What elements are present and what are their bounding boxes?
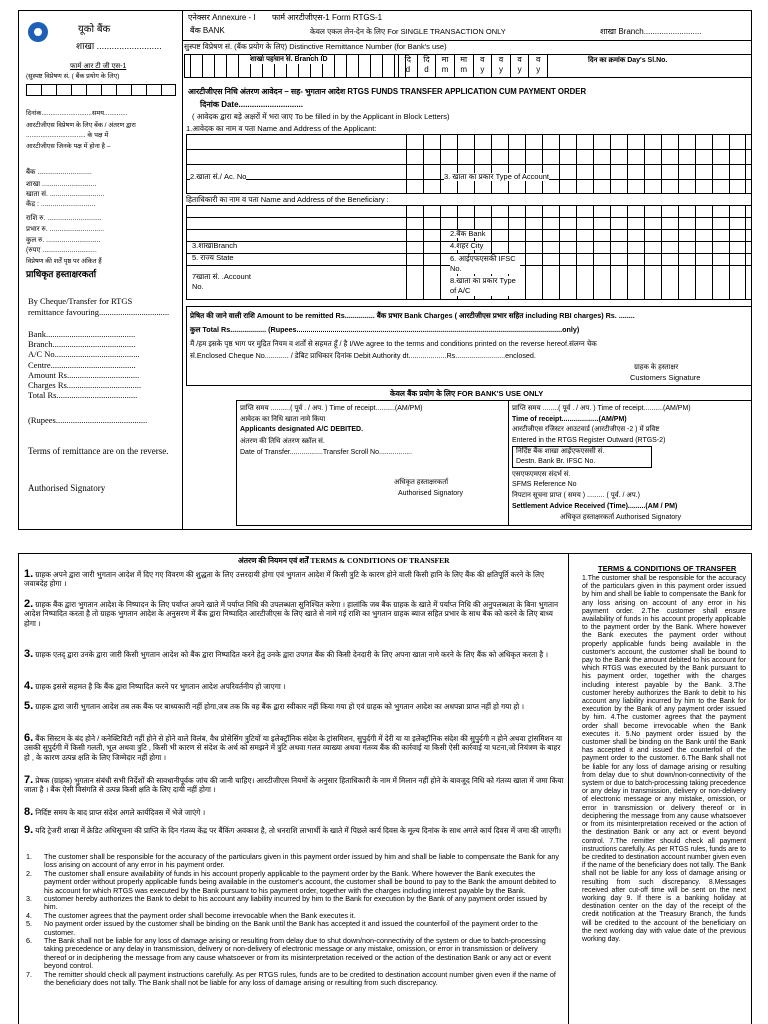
- fill-note: ( आवेदक द्वारा बड़े अक्षरों में भरा जाए To be filled in by the Applicant in Block Letters): [192, 112, 450, 121]
- single-txn: केवल एकल लेन-देन के लिए For SINGLE TRANSACTION ONLY: [310, 27, 506, 36]
- ben-city: 4.शहर City: [450, 241, 484, 250]
- stub-en-field: Total Rs......................................: [28, 390, 138, 400]
- stub-field: (रुपए ............................: [26, 247, 97, 254]
- bank-use-left: प्राप्ति समय ..........( पूर्व . / अप. ) Time of receipt..........(AM/PM): [240, 405, 423, 412]
- term-en-7: 7. The remitter should check all payment instructions carefully. As per RTGS rules, funds are to be credited to destination account number given even if the name of the beneficiary does not tally. The Bank shall not be liable for any loss of damage arising or resulting from such discrepancy.: [26, 971, 562, 988]
- side-terms-text: 1.The customer shall be responsible for the accuracy of the particulars given in this payment order issued by him and shall be liable to compensate the Bank for any loss arising on account of any error in his payment order. 2.The customer shall ensure availability of funds in his account properly applicable to the payment order by the Bank. Where however the Bank executes the payment order without properly applicable funds being available in the customer's account, the customer shall be bound to pay to the Bank the amount debited to his account for which RTGS was executed by the Bank pursuant to his payment order, together with the charges including interest payable by the Bank. 3.The customer hereby authorizes the Bank to debit to his account any liability incurred by him to the Bank for execution by the Bank of any payment order issued by him. 4.The customer agrees that the payment order shall become irrevocable when the Bank executes it. 5.No payment order issued by the customer shall be binding on the Bank until the Bank has accepted it and issued the counterfoil of the payment order to the customer. 6.The Bank shall not be liable for any loss of damage arising or resulting from delay due to shut down/non-connectivity of the system or due to batch-processing taking precedence or any delay in transmission, delivery or non-delivery of electronic message or any mistake, omission, or error in transmission or delivery thereof or in deciphering the message from any cause whatsoever or from its misinterpretation received or the action of the destination Bank or any act or event beyond control. 7.The remitter should check all payment instructions carefully. As per RTGS rules, funds are to be credited to destination account number given even if the name of the beneficiary does not tally. The Bank shall not be liable for any loss of damage arising or resulting from such discrepancy. 8.Messages received after cut-off time will be sent on the next working day 9. If there is a banking holiday at destination center on the day of the receipt of the credit notification at the Treasury Branch, the funds will be credited to the account of the beneficiary on the next working day with value date of the previous working day.: [582, 575, 746, 943]
- grid-row: [186, 217, 752, 218]
- stub-remit-cells: [26, 84, 176, 96]
- amount-line2: कुल Total Rs.................. (Rupees.....................................................................................................................................only): [190, 325, 580, 334]
- term-en-5: 5. No payment order issued by the customer shall be binding on the Bank until the Bank has accepted it and issued the counterfoil of the payment order to the customer.: [26, 920, 562, 937]
- date-cell: व: [535, 55, 541, 64]
- stub-date-time: दिनांक............................समय.............: [26, 110, 128, 117]
- form-label: फार्म आरटीजीएस-1 Form RTGS-1: [272, 13, 383, 22]
- stub-line1b: ................................. के पक्ष में: [26, 132, 109, 139]
- term-en-text: No payment order issued by the customer shall be binding on the Bank until the Bank has accepted it and issued the counterfoil of the payment order to the customer.: [44, 919, 538, 937]
- date-cell: दि: [404, 55, 411, 64]
- stub-field: बैंक ............................: [26, 169, 92, 176]
- bank-use-right: अधिकृत हस्ताक्षरकर्ता Authorised Signatory: [560, 514, 682, 521]
- term-hi-7: 7. प्रेषक (ग्राहक) भुगतान संबंधी सभी निर्देशों की सावधानीपूर्वक जांच की जानी चाहिए। आरटीजीएस नियमों के अनुसार हिताधिकारी के नाम में मिलान नहीं होने के बावजूद निधि को गंतव्य खाता में जमा किया जाता है । बैंक ऐसी विसंगति से उत्पन्न किसी क्षति के लिए दायी नहीं होगा ।: [24, 774, 564, 795]
- bank-use-title: केवल बैंक प्रयोग के लिए FOR BANK'S USE ONLY: [390, 389, 544, 398]
- cust-sig: Customers Signature: [630, 373, 701, 382]
- date-cell: व: [480, 55, 485, 64]
- stub-en-field: Centre........................................: [28, 360, 136, 370]
- term-en-text: The customer agrees that the payment order shall become irrevocable when the Bank executes it.: [44, 910, 356, 920]
- date-cell: मा: [441, 55, 449, 64]
- term-hi-5: 5. ग्राहक द्वारा जारी भुगतान आदेश तब तक बैंक पर बाध्यकारी नहीं होगा,जब तक कि वह बैंक द्वारा स्वीकार नहीं किया गया हो एवं ग्राहक को भुगतान आदेश का अधपन्ना प्राप्त नहीं हो गया हो ।: [24, 700, 525, 712]
- bank-use-right: आरटीजीएस रजिस्टर आउटवार्ड (आरटीजीएस -2 ) में प्रविष्ट: [512, 426, 660, 433]
- stub-terms-reverse: Terms of remittance are on the reverse.: [28, 446, 169, 456]
- applicant-acc-type: 3. खाता का प्रकार Type of Account: [444, 172, 549, 181]
- amount-line3: मैं /हम इसके पृष्ठ भाग पर मुद्रित नियम व शर्तों से सहमत हूँ / है I/We agree to the terms and conditions printed on the reverse hereof.संलग्न चेक: [190, 339, 597, 348]
- stub-line2: आरटीजीएस जिनके पक्ष में होना है –: [26, 143, 111, 150]
- stub-line1: आरटीजीएस विप्रेषण के लिए बेंक / अंतरण द्वारा: [26, 122, 136, 129]
- stub-reverse-hi: विप्रेषण की शर्तें पृष्ठ पर अंकित हैं: [26, 258, 102, 265]
- bank-use-right: Settlement Advice Received (Time).........(AM / PM): [512, 503, 678, 510]
- term-hi-text: बैंक सिस्टम के बंद होने / कनेक्टिविटी नहीं होने से होने वाले विलंब, वैध प्रोसेसिंग त्रुटियों या इलेक्ट्रॉनिक संदेश के ट्रांसमिशन, सुपुर्दगी में देरी या या इलेक्ट्रॉनिक संदेश की सुपुर्दगी न होने अथवा ट्रांसमिशन या उसकी सुपुर्दगी में किसी गलती, भूल अथवा त्रुटि , किसी भी कारण से संदेश के अर्थ को समझने में त्रुटि अथवा गलत व्याख्या अथवा गंतव्य बैंक की कार्रवाई या किसी ऐसी कार्रवाई या घटना,जो नियंत्रण के बाहर हो , के कारण उत्पन्न क्षति के लिए जिम्मेदार नहीं होगा ।: [24, 734, 563, 762]
- date-cell-sub: m: [460, 65, 468, 74]
- ben-branch: 3.शाखाBranch: [192, 241, 238, 250]
- term-hi-8: 8. निर्दिष्ट समय के बाद प्राप्त संदेश अगले कार्यदिवस में भेजे जाएंगे ।: [24, 806, 206, 818]
- term-hi-text: ग्राहक द्वारा जारी भुगतान आदेश तब तक बैंक पर बाध्यकारी नहीं होगा,जब तक कि वह बैंक द्वारा स्वीकार नहीं किया गया हो एवं ग्राहक को भुगतान आदेश का अधपन्ना प्राप्त नहीं हो गया हो ।: [35, 702, 525, 711]
- stub-branch: शाखा ..........................: [76, 41, 162, 51]
- term-hi-3: 3. ग्राहक एतद् द्वारा उनके द्वारा जारी किसी भुगतान आदेश को बैंक द्वारा निष्पादित करने हेतु उनके द्वारा उपगत बैंक की किसी देनदारी के लिए अपना खाता नामे करने के लिए बैंक को अधिकृत करता है ।: [24, 648, 548, 660]
- beneficiary-name-label: हिताधिकारी का नाम व पता Name and Address of the Beneficiary :: [186, 195, 389, 204]
- bank-use-left: अधिकृत हस्ताक्षरकर्ता: [394, 479, 449, 486]
- branch-id-label: शाखा पहचान सं. Branch ID: [250, 56, 328, 63]
- bank-use-right: निर्दिष्ट बैंक शाखा आईएफएससी सं.: [516, 448, 605, 455]
- distinctive-remit: सुस्पष्ट विप्रेषण सं. (बैंक प्रयोग के लिए) Distinctive Remittance Number (for Bank's use): [184, 42, 447, 51]
- bank-use-left: आवेदक का निधि खाता नामे किया: [240, 416, 326, 423]
- terms-divider: [568, 553, 569, 1024]
- stub-en-field: Charges Rs...................................: [28, 380, 142, 390]
- bank-use-right: निपटान सूचना प्राप्त ( समय ) ......... ( पूर्व. / अप.): [512, 492, 640, 499]
- term-en-6: 6. The Bank shall not be liable for any loss of damage arising or resulting from delay due to shut down/non-connectivity of the system or due to batch-processing taking precedence or any delay in transmission, delivery or non-delivery of electronic message or any mistake, omission, or error in transmission or delivery thereof or in deciphering the message from any cause whatsoever or from its misinterpretation received or the action of the destination Bank or any act or event beyond control.: [26, 937, 562, 971]
- stub-remit-fav: remittance favouring.................................: [28, 307, 170, 317]
- stub-en-field: Bank..........................................: [28, 329, 136, 339]
- stub-en-field: A/C No........................................: [28, 349, 140, 359]
- date-cell-sub: m: [441, 65, 449, 74]
- ben-acc-type: 8.खाता का प्रकार Type of A/C: [450, 276, 520, 296]
- counterfoil-divider: [182, 10, 183, 530]
- stub-note: (सुस्पष्ट विप्रेषण सं. ( बैंक प्रयोग के लिए): [26, 73, 120, 80]
- bank-use-left: अंतरण की तिथि अंतरण स्क्रॉल सं.: [240, 438, 325, 445]
- bank-logo-icon: [28, 22, 48, 42]
- stub-by-cheque: By Cheque/Transfer for RTGS: [28, 296, 133, 306]
- branch-label: शाखा Branch..........................: [600, 27, 702, 36]
- stub-bank-name: यूको बैंक: [78, 24, 111, 35]
- side-terms-title: TERMS & CONDITIONS OF TRANSFER: [598, 564, 737, 573]
- date-cell-sub: d: [424, 65, 429, 74]
- date-cell: दि: [423, 55, 430, 64]
- term-en-2: 2. The customer shall ensure availability of funds in his account properly applicable to the payment order by the Bank. Where however the Bank executes the payment order without properly applicable funds being available in the customer's account, the customer shall be bound to pay to the Bank the amount debited to his account for which RTGS was executed by the Bank pursuant to his payment order, together with the charges including interest payable by the Bank.: [26, 870, 562, 895]
- ben-ifsc: 6. आईएफएसकी IFSC No.: [450, 254, 520, 274]
- terms-title-hi: अंतरण की नियमन एवं शर्तें TERMS & CONDITIONS OF TRANSFER: [238, 556, 450, 565]
- terms-english-list: [26, 853, 562, 988]
- bank-use-left: Authorised Signatory: [398, 490, 463, 497]
- bank-label: बैंक BANK: [190, 26, 225, 35]
- bank-use-right: प्राप्ति समय ........( पूर्व . / अप. ) Time of receipt..........(AM/PM): [512, 405, 691, 412]
- term-hi-4: 4. ग्राहक इससे सहमत है कि बैंक द्वारा निष्पादित करने पर भुगतान आदेश अपरिवर्तनीय हो जाएगा ।: [24, 680, 286, 692]
- stub-field: राशि रु. ............................: [26, 215, 102, 222]
- term-en-text: The customer shall be responsible for the accuracy of the particulars given in this payment order issued by him and shall be liable to compensate the Bank for any loss arising on account of any error in his payment order.: [44, 852, 559, 870]
- term-hi-2: 2. ग्राहक बैंक द्वारा भुगतान आदेश के निष्पादन के लिए पर्याप्त अपने खाते में पर्याप्त निधि की उपलब्धता सुनिश्चित करेगा । हालांकि जब बैंक ग्राहक के खाते में पर्याप्त निधि की अनुपलब्धता के बिना भुगतान आदेश निष्पादित करता है तो ग्राहक भुगतान आदेश के अनुसरण में बैंक द्वारा निष्पादित आरटीजीएस के लिए खाते से नामे गई राशि का भुगतान ग्राहक ब्याज सहित प्रभार के साथ बैंक को करने के लिए बाध्य होगा ।: [24, 598, 559, 628]
- day-sl-label: दिन का क्रमांक Day's Sl.No.: [588, 57, 668, 64]
- bank-use-right: एसएफएमएस संदर्भ सं.: [512, 471, 571, 478]
- date-cell-sub: y: [517, 65, 522, 74]
- stub-form-label: फार्म आर टी जी एस-1: [70, 63, 127, 70]
- bank-use-left: Applicants designated A/C DEBITED.: [240, 426, 364, 433]
- form-title: आरटीजीएस निधि अंतरण आवेदन – सह- भुगतान आदेश RTGS FUNDS TRANSFER APPLICATION CUM PAYMENT ORDER: [188, 87, 587, 96]
- stub-field: खाता सं. ............................: [26, 191, 105, 198]
- date-cell-sub: y: [498, 65, 503, 74]
- date-cells: [398, 54, 548, 78]
- amount-line4: सं.Enclosed Cheque No............ / डेबिट प्राधिकार दिनांक Debit Authority dt...................Rs.........................enclosed.: [190, 351, 536, 360]
- date-cell-sub: y: [536, 65, 541, 74]
- term-hi-text: ग्राहक बैंक द्वारा भुगतान आदेश के निष्पादन के लिए पर्याप्त अपने खाते में पर्याप्त निधि की उपलब्धता सुनिश्चित करेगा । हालांकि जब बैंक ग्राहक के खाते में पर्याप्त निधि की अनुपलब्धता के बिना भुगतान आदेश निष्पादित करता है तो ग्राहक भुगतान आदेश के अनुसरण में बैंक द्वारा निष्पादित आरटीजीएस के लिए खाते से नामे गई राशि का भुगतान ग्राहक ब्याज सहित प्रभार के साथ बैंक को करने के लिए बाध्य होगा ।: [24, 600, 559, 628]
- bank-use-left: Date of Transfer.................Transfer Scroll No.................: [240, 449, 413, 456]
- ben-acc-no: 7खाता सं. .Account No.: [192, 272, 262, 292]
- header-rule: [182, 40, 752, 41]
- cust-sig-hi: ग्राहक के हस्ताक्षर: [634, 364, 679, 371]
- term-hi-1: 1. ग्राहक अपने द्वारा जारी भुगतान आदेश में दिए गए विवरण की शुद्धता के लिए उत्तरदायी होगा एवं भुगतान आदेश में किसी त्रुटि के कारण होने वाली किसी हानि के लिए बैंक की क्षतिपूर्ति करने के लिए जवाबदेह होगा ।: [24, 568, 545, 589]
- date-cell-sub: y: [480, 65, 485, 74]
- term-en-4: 4. The customer agrees that the payment order shall become irrevocable when the Bank executes it.: [26, 910, 356, 920]
- term-en-text: The customer shall ensure availability of funds in his account properly applicable to the payment order by the Bank. Where however the Bank executes the payment order without properly applicable funds being available in the customer's account, the customer shall be bound to pay to the Bank the amount debited to his account for which RTGS was executed by the Bank pursuant to his payment order, together with the charges including interest payable by the Bank.: [44, 868, 557, 895]
- term-en-text: The remitter should check all payment instructions carefully. As per RTGS rules, funds are to be credited to destination account number given even if the name of the beneficiary does not tally. The Bank shall not be liable for any loss of damage arising or resulting from such discrepancy.: [44, 969, 556, 988]
- date-cell: व: [517, 55, 522, 64]
- stub-auth-sign: Authorised Signatory: [28, 483, 106, 493]
- applicant-name-label: 1.आवेदक का नाम व पता Name and Address of the Applicant:: [186, 124, 377, 133]
- ben-state: 5. राज्य State: [192, 253, 234, 262]
- bank-use-right: SFMS Reference No: [512, 481, 577, 488]
- date-cell: व: [498, 55, 504, 64]
- term-en-3: 3. customer hereby authorizes the Bank to debit to his account any liability incurred by him to the Bank for execution by the Bank of any payment order issued by him.: [26, 895, 562, 912]
- stub-auth-hi: प्राधिकृत हस्ताक्षरकर्ता: [26, 269, 97, 279]
- term-hi-text: प्रेषक (ग्राहक) भुगतान संबंधी सभी निर्देशों की सावधानीपूर्वक जांच की जानी चाहिए। आरटीजीएस नियमों के अनुसार हिताधिकारी के नाम में मिलान नहीं होने के बावजूद निधि को गंतव्य खाता में जमा किया जाता है । बैंक ऐसी विसंगति से उत्पन्न किसी क्षति के लिए दायी नहीं होगा ।: [24, 776, 564, 795]
- term-hi-text: ग्राहक इससे सहमत है कि बैंक द्वारा निष्पादित करने पर भुगतान आदेश अपरिवर्तनीय हो जाएगा ।: [35, 682, 286, 691]
- amount-line1: प्रेषित की जाने वाली राशि Amount to be remitted Rs............... बैंक प्रभार Bank Charges ( आरटीजीएस प्रभार सहित including RBI charges) Rs. ........: [190, 311, 635, 320]
- bank-use-right: Destn. Bank Br. IFSC No.: [516, 458, 596, 465]
- term-hi-6: 6. बैंक सिस्टम के बंद होने / कनेक्टिविटी नहीं होने से होने वाले विलंब, वैध प्रोसेसिंग त्रुटियों या इलेक्ट्रॉनिक संदेश के ट्रांसमिशन, सुपुर्दगी में देरी या या इलेक्ट्रॉनिक संदेश की सुपुर्दगी न होने अथवा ट्रांसमिशन या उसकी सुपुर्दगी में किसी गलती, भूल अथवा त्रुटि , किसी भी कारण से संदेश के अर्थ को समझने में त्रुटि अथवा गलत व्याख्या अथवा गंतव्य बैंक की कार्रवाई या किसी ऐसी कार्रवाई या घटना,जो नियंत्रण के बाहर हो , के कारण उत्पन्न क्षति के लिए जिम्मेदार नहीं होगा ।: [24, 732, 563, 762]
- stub-field: प्रभार रु. ............................: [26, 226, 105, 233]
- date-cell: मा: [460, 55, 468, 64]
- stub-field: केंद्र : ............................: [26, 201, 96, 208]
- term-hi-9: 9. यदि ट्रेजरी शाखा में क्रेडिट अधिसूचना की प्राप्ति के दिन गंतव्य केंद्र पर बैंकिंग अवकाश है, तो धनराशि लाभार्थी के खाते में पिछले कार्य दिवस के मूल्य दिनांक के साथ अगले कार्य दिवस में जमा की जाएगी।: [24, 824, 562, 836]
- term-hi-text: निर्दिष्ट समय के बाद प्राप्त संदेश अगले कार्यदिवस में भेजे जाएंगे ।: [35, 808, 206, 817]
- grid-row: [186, 149, 752, 150]
- stub-field: शाखा ............................: [26, 181, 97, 188]
- bank-use-right: Entered in the RTGS Register Outward (RTGS-2): [512, 437, 666, 444]
- stub-en-field: Amount Rs..................................: [28, 370, 140, 380]
- applicant-acc-no: 2.खाता सं./ Ac. No: [190, 172, 247, 181]
- ben-bank: 2.बैंक Bank: [450, 229, 486, 238]
- stub-rupees: (Rupees...........................................: [28, 415, 148, 425]
- term-hi-text: ग्राहक अपने द्वारा जारी भुगतान आदेश में दिए गए विवरण की शुद्धता के लिए उत्तरदायी होगा एवं भुगतान आदेश में किसी त्रुटि के कारण होने वाली किसी हानि के लिए बैंक की क्षतिपूर्ति करने के लिए जवाबदेह होगा ।: [24, 570, 545, 589]
- stub-field: कुल रु. ............................: [26, 237, 101, 244]
- stub-en-field: Branch.......................................: [28, 339, 136, 349]
- annexure-label: एनेक्सर Annexure - I: [188, 13, 256, 22]
- bank-use-divider: [508, 400, 509, 526]
- term-hi-text: ग्राहक एतद् द्वारा उनके द्वारा जारी किसी भुगतान आदेश को बैंक द्वारा निष्पादित करने हेतु उनके द्वारा उपगत बैंक की किसी देनदारी के लिए अपना खाता नामे करने के लिए बैंक को अधिकृत करता है ।: [35, 650, 548, 659]
- term-en-text: The Bank shall not be liable for any loss of damage arising or resulting from delay due to shut down/non-connectivity of the system or due to batch-processing taking precedence or any delay in transmission, delivery or non-delivery of electronic message or any mistake, omission, or error in transmission or delivery thereof or in deciphering the message from any cause whatsoever or from its misinterpretation received or the action of the destination Bank or any act or event beyond control.: [44, 936, 551, 971]
- term-en-1: 1. The customer shall be responsible for the accuracy of the particulars given in this payment order issued by him and shall be liable to compensate the Bank for any loss arising on account of any error in his payment order.: [26, 853, 562, 870]
- date-line: दिनांक Date.............................: [200, 100, 303, 109]
- term-hi-text: यदि ट्रेजरी शाखा में क्रेडिट अधिसूचना की प्राप्ति के दिन गंतव्य केंद्र पर बैंकिंग अवकाश है, तो धनराशि लाभार्थी के खाते में पिछले कार्य दिवस के मूल्य दिनांक के साथ अगले कार्य दिवस में जमा की जाएगी।: [35, 826, 562, 835]
- term-en-text: customer hereby authorizes the Bank to debit to his account any liability incurred by him to the Bank for execution by the Bank of any payment order issued by him.: [44, 894, 548, 912]
- date-cell-sub: d: [405, 65, 411, 74]
- grid-row: [186, 164, 752, 165]
- bank-use-right: Time of receipt...................(AM/PM): [512, 416, 627, 423]
